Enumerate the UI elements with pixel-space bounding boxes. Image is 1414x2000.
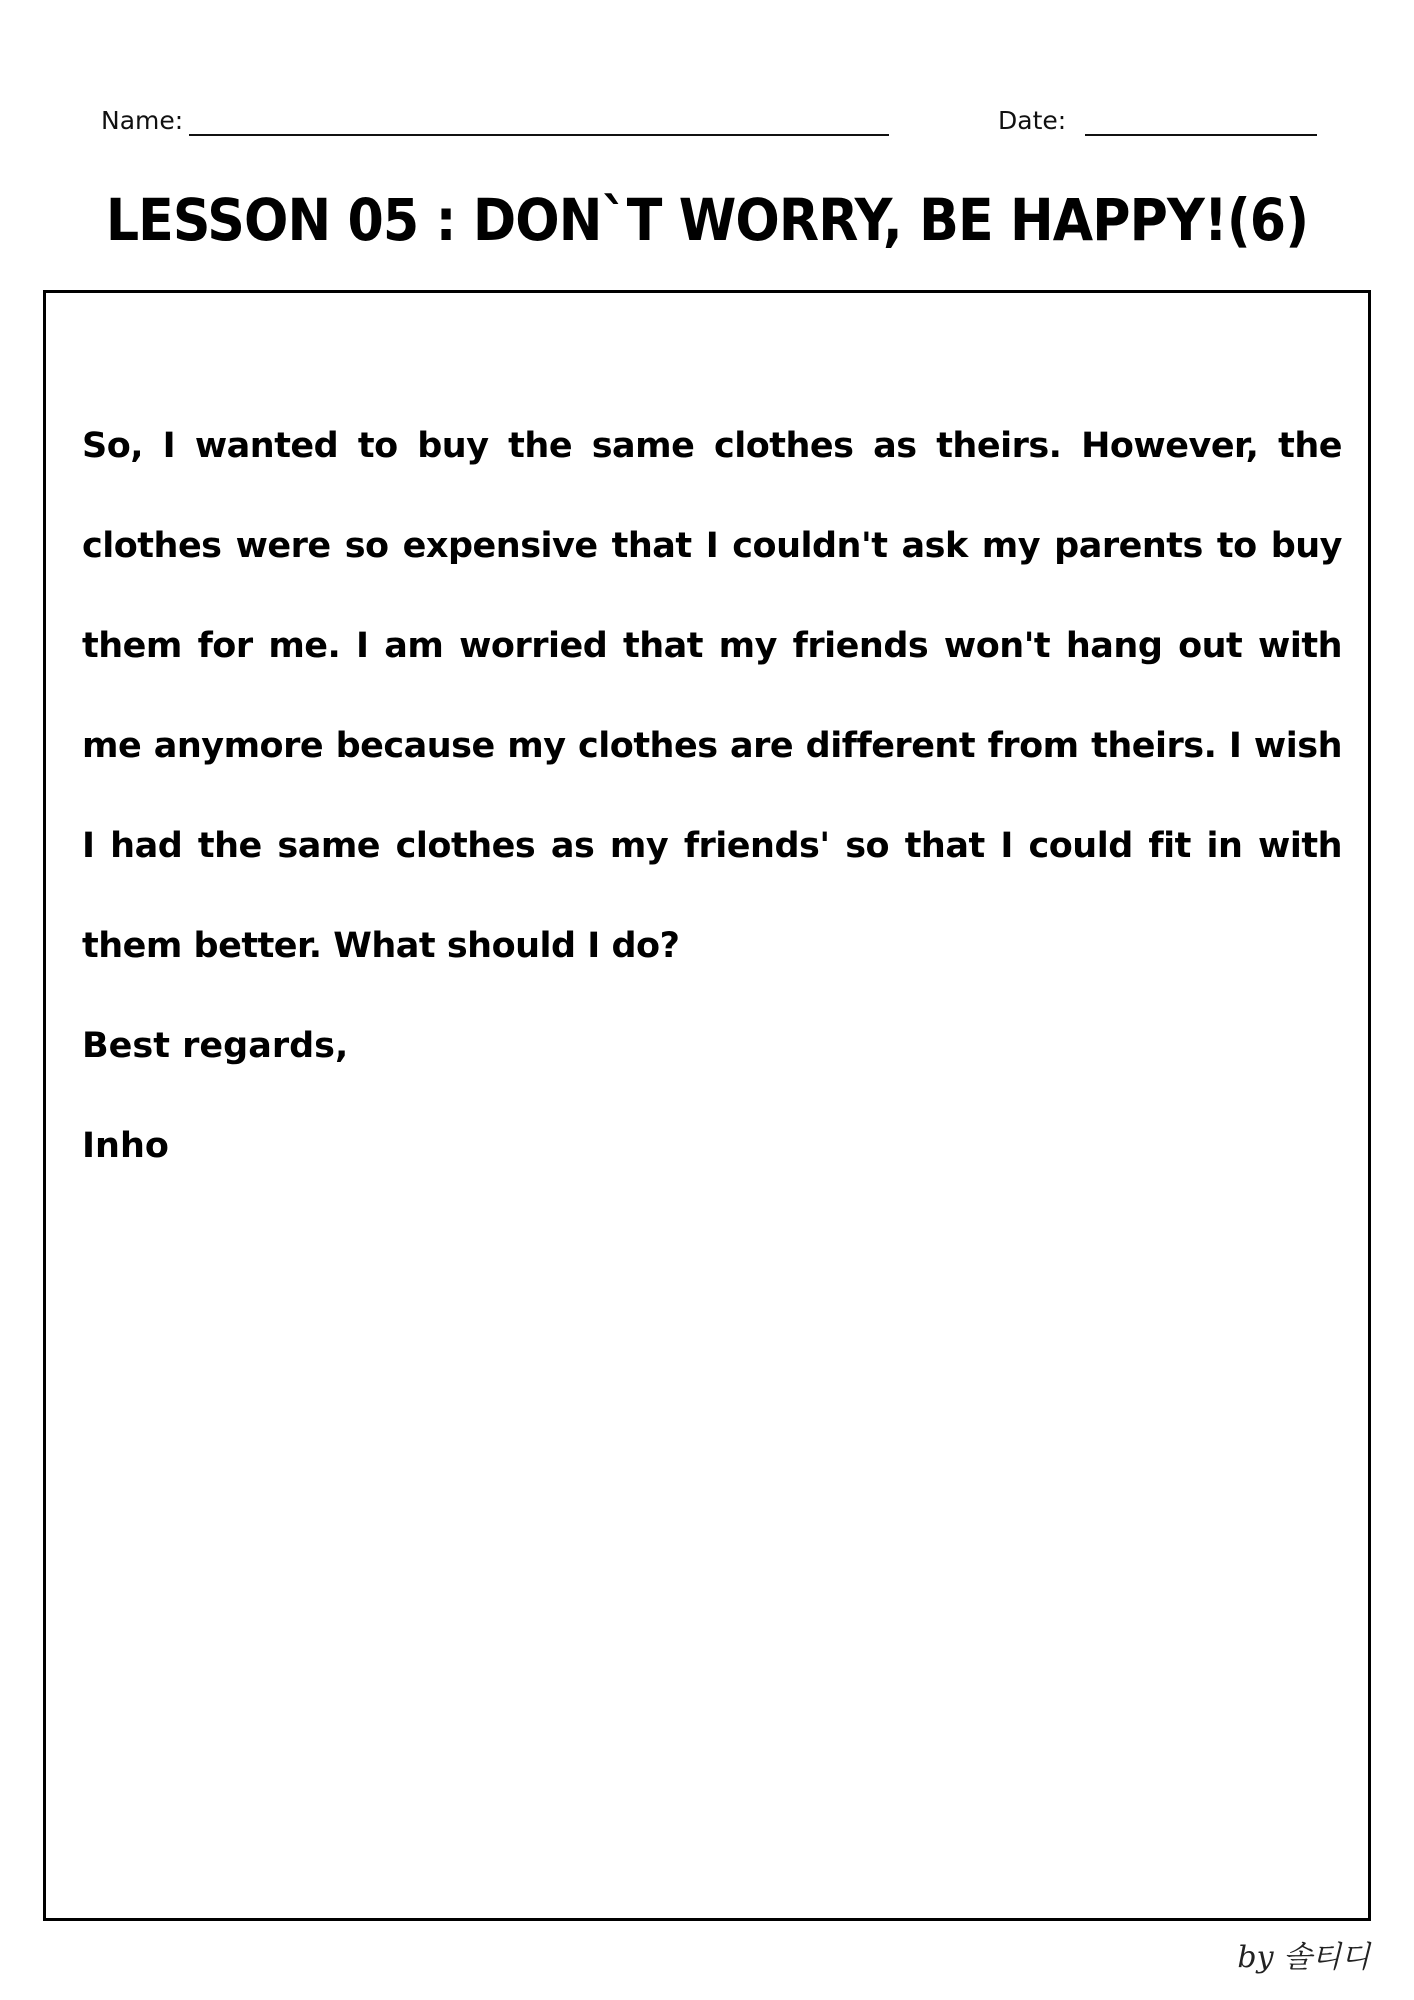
page-title: LESSON 05 : DON`T WORRY, BE HAPPY!(6) (105, 186, 1309, 254)
name-label: Name: (101, 106, 184, 135)
letter-body: So, I wanted to buy the same clothes as theirs. However, the clothes were so expensive that I couldn't ask my parents to buy them for me. I am worried that my friends won't hang out with me anymore because my clothes are different from theirs. I wish I had the same clothes as my friends' so that I could fit in with them better. What should I do? (82, 426, 1342, 966)
date-label: Date: (998, 106, 1067, 135)
letter-closing: Best regards, (82, 1026, 349, 1066)
letter-box (43, 290, 1371, 1921)
name-field[interactable] (189, 134, 889, 136)
date-field[interactable] (1085, 134, 1317, 136)
letter-signature: Inho (82, 1126, 169, 1166)
author-credit: by 솔티디 (1237, 1940, 1370, 1975)
